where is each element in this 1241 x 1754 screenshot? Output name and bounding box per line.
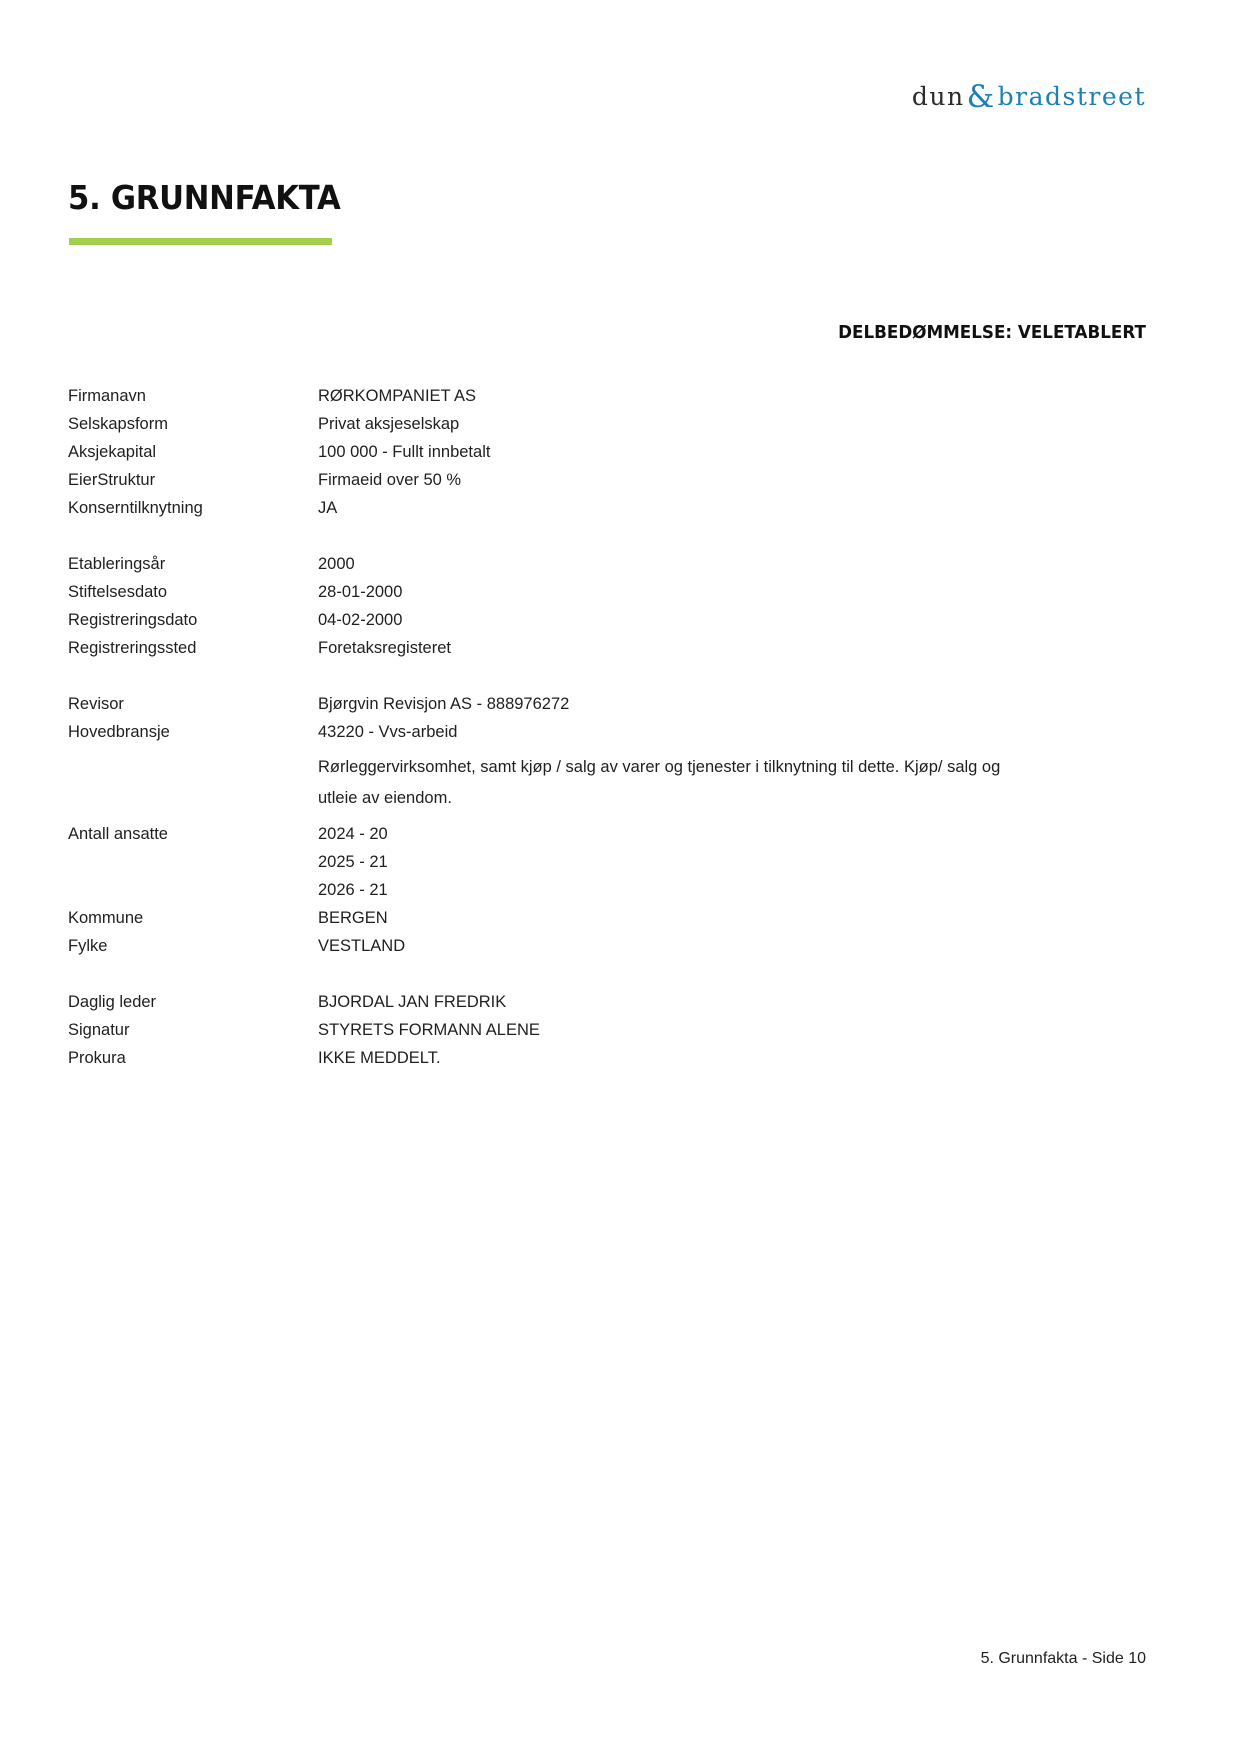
- fact-label: EierStruktur: [68, 471, 156, 489]
- fact-label: Firmanavn: [68, 387, 146, 405]
- fact-value: STYRETS FORMANN ALENE: [318, 1021, 540, 1039]
- table-row: [68, 718, 1078, 746]
- table-row: [68, 382, 1078, 410]
- section-subheading: DELBEDØMMELSE: VELETABLERT: [838, 322, 1146, 343]
- row-spacer: [68, 960, 1078, 988]
- employee-count-line: 2025 - 21: [318, 853, 388, 871]
- fact-label: Antall ansatte: [68, 825, 168, 843]
- fact-label: Registreringsdato: [68, 611, 198, 629]
- fact-value: BERGEN: [318, 909, 388, 927]
- row-spacer: [68, 522, 1078, 550]
- fact-label: Stiftelsesdato: [68, 583, 168, 601]
- employee-count-line: 2026 - 21: [318, 881, 388, 899]
- table-row: [68, 410, 1078, 438]
- table-row: [68, 634, 1078, 662]
- table-row: [68, 578, 1078, 606]
- fact-label: Aksjekapital: [68, 443, 157, 461]
- table-row: [68, 904, 1078, 932]
- table-row: [68, 1044, 1078, 1072]
- table-row: [68, 820, 1078, 904]
- fact-value: [318, 820, 1048, 904]
- table-row: [68, 752, 1078, 814]
- fact-value: 43220 - Vvs-arbeid: [318, 723, 458, 741]
- fact-value: JA: [318, 499, 338, 517]
- table-row: [68, 550, 1078, 578]
- row-spacer: [68, 662, 1078, 690]
- table-row: [68, 932, 1078, 960]
- fact-value: 28-01-2000: [318, 583, 403, 601]
- logo-text-dun: dun: [911, 81, 965, 111]
- fact-label: Konserntilknytning: [68, 499, 203, 517]
- logo-ampersand-icon: &: [966, 79, 996, 115]
- table-row: [68, 438, 1078, 466]
- fact-label: Daglig leder: [68, 993, 157, 1011]
- fact-label: Selskapsform: [68, 415, 168, 433]
- page-footer: 5. Grunnfakta - Side 10: [980, 1650, 1146, 1667]
- fact-value: Privat aksjeselskap: [318, 415, 460, 433]
- fact-label: Fylke: [68, 937, 108, 955]
- table-row: [68, 988, 1078, 1016]
- fact-value: Foretaksregisteret: [318, 639, 451, 657]
- grunnfakta-table: [68, 382, 1078, 1072]
- table-row: [68, 466, 1078, 494]
- fact-label: Hovedbransje: [68, 723, 170, 741]
- fact-label: Revisor: [68, 695, 124, 713]
- fact-label: Kommune: [68, 909, 144, 927]
- fact-value: IKKE MEDDELT.: [318, 1049, 441, 1067]
- table-row: [68, 1016, 1078, 1044]
- dun-bradstreet-logo: [912, 78, 1146, 114]
- table-row: [68, 494, 1078, 522]
- page-title: 5. GRUNNFAKTA: [68, 178, 341, 217]
- title-underline-rule: [69, 238, 332, 245]
- fact-value: Bjørgvin Revisjon AS - 888976272: [318, 695, 570, 713]
- fact-value: VESTLAND: [318, 937, 406, 955]
- fact-value: RØRKOMPANIET AS: [318, 387, 477, 405]
- table-row: [68, 606, 1078, 634]
- fact-value: 100 000 - Fullt innbetalt: [318, 443, 491, 461]
- table-row: [68, 690, 1078, 718]
- hovedbransje-description: Rørleggervirksomhet, samt kjøp / salg av varer og tjenester i tilknytning til dette. Kjøp/ salg og utleie av eiendom.: [318, 758, 1001, 807]
- fact-value: Firmaeid over 50 %: [318, 471, 462, 489]
- fact-value: 04-02-2000: [318, 611, 403, 629]
- fact-label: Prokura: [68, 1049, 126, 1067]
- logo-text-bradstreet: bradstreet: [997, 81, 1146, 111]
- fact-label: Registreringssted: [68, 639, 197, 657]
- employee-count-line: 2024 - 20: [318, 825, 388, 843]
- fact-value: BJORDAL JAN FREDRIK: [318, 993, 507, 1011]
- fact-value: 2000: [318, 555, 355, 573]
- fact-label: Etableringsår: [68, 555, 166, 573]
- fact-label: Signatur: [68, 1021, 130, 1039]
